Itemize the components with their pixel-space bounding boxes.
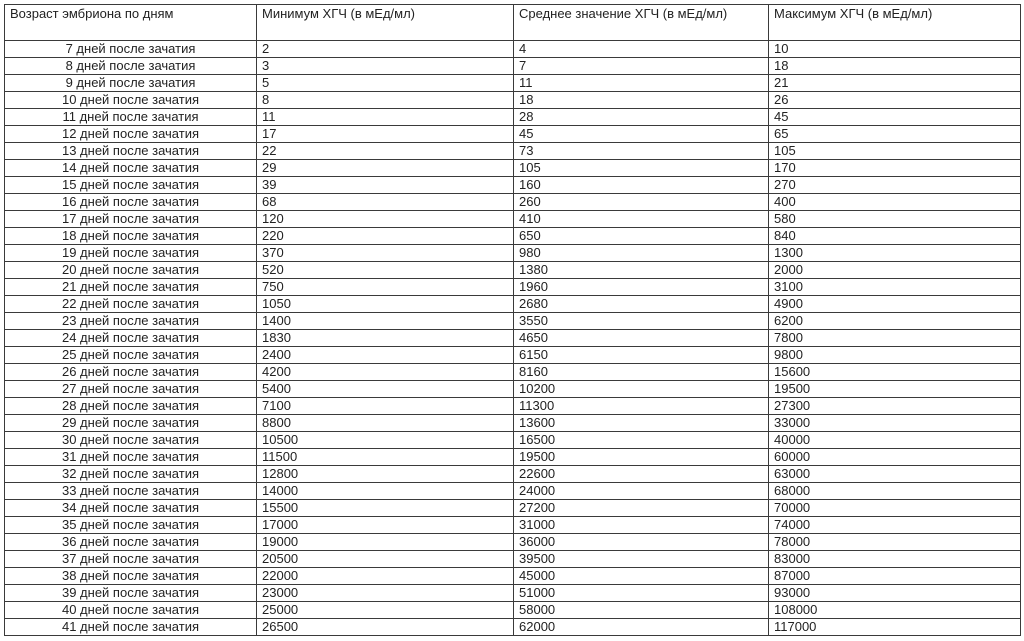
cell-hcg-max: 68000 [769, 483, 1021, 500]
cell-hcg-min: 39 [257, 177, 514, 194]
cell-hcg-average: 58000 [514, 602, 769, 619]
header-hcg-min: Минимум ХГЧ (в мЕд/мл) [257, 5, 514, 41]
table-row [5, 313, 1021, 330]
cell-hcg-average: 10200 [514, 381, 769, 398]
cell-embryo-age: 17 дней после зачатия [5, 211, 257, 228]
cell-hcg-min: 15500 [257, 500, 514, 517]
table-row [5, 500, 1021, 517]
cell-hcg-min: 370 [257, 245, 514, 262]
cell-embryo-age: 19 дней после зачатия [5, 245, 257, 262]
cell-embryo-age: 35 дней после зачатия [5, 517, 257, 534]
cell-hcg-average: 22600 [514, 466, 769, 483]
cell-embryo-age: 8 дней после зачатия [5, 58, 257, 75]
cell-hcg-max: 60000 [769, 449, 1021, 466]
cell-hcg-min: 7100 [257, 398, 514, 415]
header-embryo-age: Возраст эмбриона по дням [5, 5, 257, 41]
cell-hcg-min: 1050 [257, 296, 514, 313]
table-row [5, 177, 1021, 194]
table-row [5, 432, 1021, 449]
cell-hcg-max: 170 [769, 160, 1021, 177]
table-row [5, 534, 1021, 551]
cell-embryo-age: 33 дней после зачатия [5, 483, 257, 500]
cell-hcg-average: 160 [514, 177, 769, 194]
cell-hcg-min: 11 [257, 109, 514, 126]
table-row [5, 347, 1021, 364]
cell-hcg-max: 7800 [769, 330, 1021, 347]
cell-hcg-average: 51000 [514, 585, 769, 602]
cell-hcg-min: 2 [257, 41, 514, 58]
cell-hcg-max: 87000 [769, 568, 1021, 585]
cell-hcg-min: 3 [257, 58, 514, 75]
cell-hcg-min: 17000 [257, 517, 514, 534]
cell-hcg-max: 580 [769, 211, 1021, 228]
cell-embryo-age: 12 дней после зачатия [5, 126, 257, 143]
cell-embryo-age: 32 дней после зачатия [5, 466, 257, 483]
cell-hcg-min: 68 [257, 194, 514, 211]
table-row [5, 92, 1021, 109]
cell-hcg-average: 36000 [514, 534, 769, 551]
cell-embryo-age: 15 дней после зачатия [5, 177, 257, 194]
cell-hcg-min: 8 [257, 92, 514, 109]
cell-hcg-min: 5 [257, 75, 514, 92]
table-row [5, 602, 1021, 619]
cell-embryo-age: 23 дней после зачатия [5, 313, 257, 330]
table-row [5, 143, 1021, 160]
cell-hcg-average: 11 [514, 75, 769, 92]
cell-hcg-average: 4650 [514, 330, 769, 347]
cell-hcg-max: 70000 [769, 500, 1021, 517]
cell-hcg-min: 750 [257, 279, 514, 296]
cell-embryo-age: 34 дней после зачатия [5, 500, 257, 517]
cell-hcg-average: 24000 [514, 483, 769, 500]
cell-hcg-average: 27200 [514, 500, 769, 517]
cell-hcg-min: 19000 [257, 534, 514, 551]
table-row [5, 585, 1021, 602]
table-body [5, 41, 1021, 636]
cell-embryo-age: 37 дней после зачатия [5, 551, 257, 568]
table-row [5, 58, 1021, 75]
cell-hcg-min: 29 [257, 160, 514, 177]
table-row [5, 330, 1021, 347]
cell-embryo-age: 38 дней после зачатия [5, 568, 257, 585]
table-row [5, 415, 1021, 432]
cell-hcg-max: 27300 [769, 398, 1021, 415]
cell-hcg-average: 6150 [514, 347, 769, 364]
cell-hcg-average: 1380 [514, 262, 769, 279]
table-row [5, 398, 1021, 415]
cell-hcg-min: 1400 [257, 313, 514, 330]
cell-hcg-min: 22 [257, 143, 514, 160]
cell-embryo-age: 25 дней после зачатия [5, 347, 257, 364]
table-row [5, 568, 1021, 585]
cell-embryo-age: 36 дней после зачатия [5, 534, 257, 551]
table-row [5, 194, 1021, 211]
cell-embryo-age: 28 дней после зачатия [5, 398, 257, 415]
cell-hcg-max: 2000 [769, 262, 1021, 279]
cell-hcg-average: 105 [514, 160, 769, 177]
cell-hcg-max: 78000 [769, 534, 1021, 551]
cell-hcg-max: 26 [769, 92, 1021, 109]
table-row [5, 551, 1021, 568]
cell-hcg-average: 11300 [514, 398, 769, 415]
cell-hcg-average: 4 [514, 41, 769, 58]
cell-embryo-age: 41 дней после зачатия [5, 619, 257, 636]
cell-hcg-max: 15600 [769, 364, 1021, 381]
table-header [5, 5, 1021, 41]
cell-hcg-max: 10 [769, 41, 1021, 58]
table-row [5, 211, 1021, 228]
table-row [5, 279, 1021, 296]
cell-hcg-max: 74000 [769, 517, 1021, 534]
cell-hcg-average: 3550 [514, 313, 769, 330]
cell-hcg-min: 2400 [257, 347, 514, 364]
cell-embryo-age: 22 дней после зачатия [5, 296, 257, 313]
cell-hcg-max: 65 [769, 126, 1021, 143]
cell-hcg-max: 63000 [769, 466, 1021, 483]
table-row [5, 381, 1021, 398]
table-row [5, 228, 1021, 245]
cell-hcg-average: 18 [514, 92, 769, 109]
cell-hcg-min: 220 [257, 228, 514, 245]
cell-hcg-max: 40000 [769, 432, 1021, 449]
cell-hcg-average: 45000 [514, 568, 769, 585]
cell-hcg-min: 17 [257, 126, 514, 143]
cell-embryo-age: 39 дней после зачатия [5, 585, 257, 602]
cell-hcg-max: 3100 [769, 279, 1021, 296]
cell-hcg-min: 22000 [257, 568, 514, 585]
cell-hcg-average: 260 [514, 194, 769, 211]
header-row [5, 5, 1021, 41]
cell-hcg-max: 4900 [769, 296, 1021, 313]
cell-embryo-age: 9 дней после зачатия [5, 75, 257, 92]
cell-hcg-max: 840 [769, 228, 1021, 245]
cell-hcg-min: 20500 [257, 551, 514, 568]
hcg-levels-table [4, 4, 1021, 636]
table-row [5, 75, 1021, 92]
cell-embryo-age: 11 дней после зачатия [5, 109, 257, 126]
cell-hcg-min: 12800 [257, 466, 514, 483]
cell-hcg-average: 980 [514, 245, 769, 262]
cell-hcg-average: 410 [514, 211, 769, 228]
table-row [5, 449, 1021, 466]
table-row [5, 619, 1021, 636]
table-row [5, 364, 1021, 381]
cell-hcg-min: 1830 [257, 330, 514, 347]
table-row [5, 126, 1021, 143]
cell-hcg-min: 14000 [257, 483, 514, 500]
cell-hcg-average: 45 [514, 126, 769, 143]
cell-hcg-min: 11500 [257, 449, 514, 466]
cell-hcg-max: 45 [769, 109, 1021, 126]
cell-hcg-average: 39500 [514, 551, 769, 568]
table-row [5, 517, 1021, 534]
table-row [5, 245, 1021, 262]
cell-hcg-average: 31000 [514, 517, 769, 534]
cell-embryo-age: 21 дней после зачатия [5, 279, 257, 296]
cell-hcg-average: 2680 [514, 296, 769, 313]
cell-hcg-max: 108000 [769, 602, 1021, 619]
cell-hcg-min: 10500 [257, 432, 514, 449]
table-row [5, 483, 1021, 500]
cell-hcg-max: 33000 [769, 415, 1021, 432]
table-row [5, 466, 1021, 483]
cell-embryo-age: 29 дней после зачатия [5, 415, 257, 432]
cell-hcg-min: 120 [257, 211, 514, 228]
cell-hcg-average: 8160 [514, 364, 769, 381]
table-row [5, 160, 1021, 177]
cell-hcg-average: 19500 [514, 449, 769, 466]
header-hcg-average: Среднее значение ХГЧ (в мЕд/мл) [514, 5, 769, 41]
cell-hcg-average: 62000 [514, 619, 769, 636]
cell-hcg-max: 21 [769, 75, 1021, 92]
cell-embryo-age: 26 дней после зачатия [5, 364, 257, 381]
cell-hcg-max: 93000 [769, 585, 1021, 602]
cell-hcg-min: 26500 [257, 619, 514, 636]
cell-hcg-max: 6200 [769, 313, 1021, 330]
cell-hcg-average: 28 [514, 109, 769, 126]
cell-embryo-age: 7 дней после зачатия [5, 41, 257, 58]
cell-embryo-age: 31 дней после зачатия [5, 449, 257, 466]
cell-hcg-max: 19500 [769, 381, 1021, 398]
cell-hcg-min: 23000 [257, 585, 514, 602]
cell-hcg-average: 73 [514, 143, 769, 160]
cell-embryo-age: 24 дней после зачатия [5, 330, 257, 347]
cell-embryo-age: 20 дней после зачатия [5, 262, 257, 279]
cell-hcg-max: 105 [769, 143, 1021, 160]
cell-embryo-age: 16 дней после зачатия [5, 194, 257, 211]
cell-hcg-max: 83000 [769, 551, 1021, 568]
table-row [5, 109, 1021, 126]
cell-hcg-average: 7 [514, 58, 769, 75]
cell-hcg-max: 1300 [769, 245, 1021, 262]
cell-embryo-age: 27 дней после зачатия [5, 381, 257, 398]
cell-embryo-age: 10 дней после зачатия [5, 92, 257, 109]
cell-embryo-age: 18 дней после зачатия [5, 228, 257, 245]
cell-embryo-age: 13 дней после зачатия [5, 143, 257, 160]
cell-hcg-min: 4200 [257, 364, 514, 381]
cell-hcg-average: 13600 [514, 415, 769, 432]
cell-hcg-max: 270 [769, 177, 1021, 194]
cell-hcg-min: 25000 [257, 602, 514, 619]
cell-hcg-max: 117000 [769, 619, 1021, 636]
cell-hcg-max: 18 [769, 58, 1021, 75]
table-row [5, 262, 1021, 279]
cell-hcg-average: 16500 [514, 432, 769, 449]
cell-embryo-age: 14 дней после зачатия [5, 160, 257, 177]
cell-hcg-min: 5400 [257, 381, 514, 398]
cell-hcg-max: 9800 [769, 347, 1021, 364]
header-hcg-max: Максимум ХГЧ (в мЕд/мл) [769, 5, 1021, 41]
cell-embryo-age: 40 дней после зачатия [5, 602, 257, 619]
cell-embryo-age: 30 дней после зачатия [5, 432, 257, 449]
cell-hcg-average: 1960 [514, 279, 769, 296]
cell-hcg-average: 650 [514, 228, 769, 245]
cell-hcg-max: 400 [769, 194, 1021, 211]
table-row [5, 41, 1021, 58]
table-row [5, 296, 1021, 313]
cell-hcg-min: 520 [257, 262, 514, 279]
cell-hcg-min: 8800 [257, 415, 514, 432]
